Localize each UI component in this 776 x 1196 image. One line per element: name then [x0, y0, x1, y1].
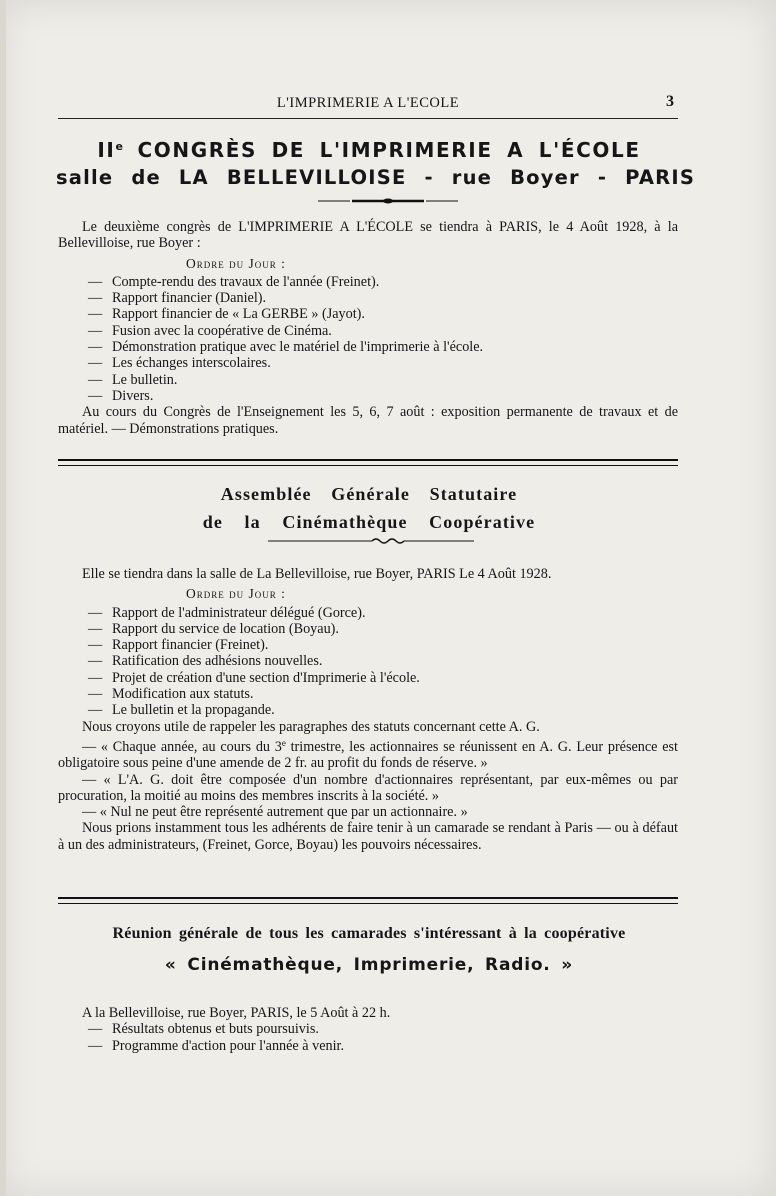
congress-title: [56, 138, 682, 162]
congress-body: [58, 219, 678, 437]
running-head: [58, 92, 678, 119]
section-divider: [58, 897, 678, 904]
list-item: — Divers.: [88, 387, 154, 404]
assembly-agenda-label: Ordre du Jour :: [186, 586, 286, 602]
running-title: L'IMPRIMERIE A L'ECOLE: [276, 95, 460, 111]
congress-agenda-label: Ordre du Jour :: [186, 255, 286, 271]
statute-quote: — « Chaque année, au cours du 3e trimestre, les actionnaires se réunissent en A. G. Leur présence est obligatoire sous peine d'une amende de 2 fr. au profit du fonds de réserve. »: [58, 737, 678, 772]
meeting-title: Réunion générale de tous les camarades s'intéressant à la coopérative: [112, 925, 626, 942]
list-item: — Le bulletin.: [88, 371, 178, 388]
congress-numeral: II: [97, 138, 116, 162]
congress-intro: Le deuxième congrès de L'IMPRIMERIE A L'ÉCOLE se tiendra à PARIS, le 4 Août 1928, à la Bellevilloise, rue Boyer :: [58, 219, 678, 252]
list-item: — Rapport financier de « La GERBE » (Jayot).: [88, 306, 365, 323]
list-item: — Rapport financier (Freinet).: [88, 637, 269, 654]
congress-title-text: CONGRÈS DE L'IMPRIMERIE A L'ÉCOLE: [137, 138, 641, 162]
assembly-closing: Nous prions instamment tous les adhérents de faire tenir à un camarade se rendant à Paris — ou à défaut à un des administrateurs, (Freinet, Gorce, Boyau) les pouvoirs nécessaires.: [58, 820, 678, 853]
assembly-intro: Elle se tiendra dans la salle de La Bellevilloise, rue Boyer, PARIS Le 4 Août 1928.: [82, 566, 552, 582]
statute-quote: — « L'A. G. doit être composée d'un nombre d'actionnaires représentant, par eux-mêmes ou par procuration, la moitié au moins des membres inscrits à la société. »: [58, 771, 678, 804]
list-item: — Compte-rendu des travaux de l'année (Freinet).: [88, 273, 380, 290]
statutes-intro: Nous croyons utile de rappeler les paragraphes des statuts concernant cette A. G.: [82, 718, 540, 735]
page-number: 3: [666, 93, 674, 110]
list-item: — Programme d'action pour l'année à venir.: [88, 1037, 345, 1054]
meeting-intro: A la Bellevilloise, rue Boyer, PARIS, le 5 Août à 22 h.: [82, 1005, 391, 1021]
ornament-rule-icon: [0, 196, 776, 206]
assembly-title: Assemblée Générale Statutaire: [220, 484, 518, 504]
assembly-agenda: [58, 605, 678, 719]
list-item: — Rapport de l'administrateur délégué (Gorce).: [88, 604, 366, 621]
congress-agenda: [58, 274, 678, 404]
meeting-subtitle: « Cinémathèque, Imprimerie, Radio. »: [164, 955, 574, 975]
list-item: — Ratification des adhésions nouvelles.: [88, 653, 323, 670]
assembly-body: [58, 566, 678, 853]
list-item: — Le bulletin et la propagande.: [88, 702, 275, 719]
list-item: — Rapport du service de location (Boyau).: [88, 620, 339, 637]
list-item: — Fusion avec la coopérative de Cinéma.: [88, 322, 332, 339]
congress-numeral-sup: e: [115, 140, 123, 153]
list-item: — Rapport financier (Daniel).: [88, 290, 267, 307]
ornament-rule-icon: [0, 536, 776, 546]
meeting-agenda: [58, 1021, 678, 1054]
congress-closing: Au cours du Congrès de l'Enseignement les 5, 6, 7 août : exposition permanente de travaux et de matériel. — Démonstrations pratiques.: [58, 404, 678, 437]
statute-quote: — « Nul ne peut être représenté autrement que par un actionnaire. »: [82, 804, 468, 821]
list-item: — Résultats obtenus et buts poursuivis.: [88, 1021, 319, 1038]
page-edge: [0, 0, 6, 1196]
list-item: — Projet de création d'une section d'Imprimerie à l'école.: [88, 669, 420, 686]
list-item: — Modification aux statuts.: [88, 686, 254, 703]
congress-venue: salle de LA BELLEVILLOISE - rue Boyer - PARIS: [56, 166, 696, 189]
list-item: — Démonstration pratique avec le matériel de l'imprimerie à l'école.: [88, 339, 484, 356]
list-item: — Les échanges interscolaires.: [88, 355, 271, 372]
meeting-body: [58, 1005, 678, 1054]
section-divider: [58, 459, 678, 466]
assembly-subtitle: de la Cinémathèque Coopérative: [202, 512, 536, 532]
